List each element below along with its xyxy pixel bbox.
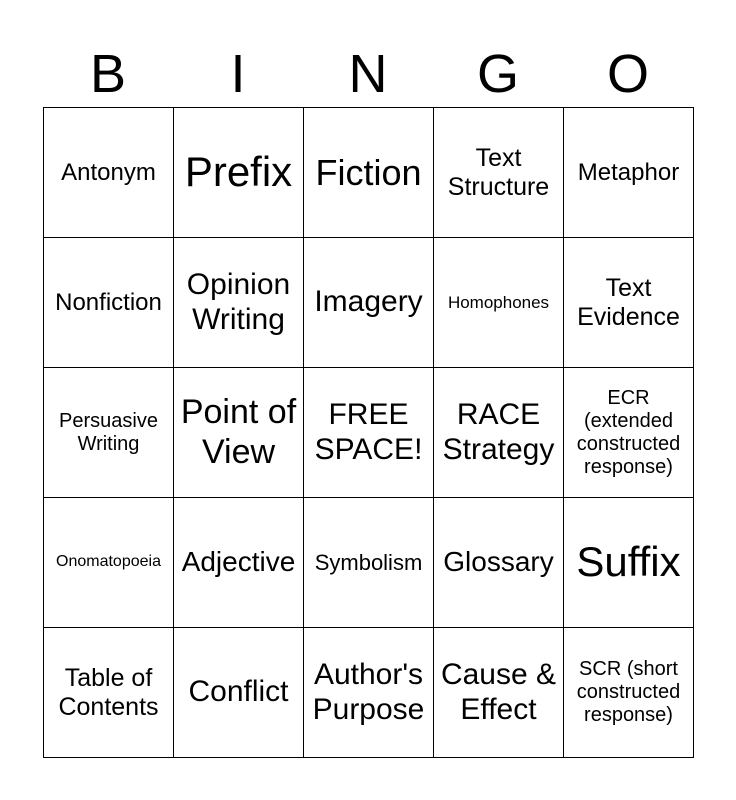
bingo-cell: Author's Purpose: [304, 628, 434, 758]
bingo-cell: Point of View: [174, 368, 304, 498]
grid-row: [44, 368, 694, 498]
bingo-cell: Fiction: [304, 108, 434, 238]
bingo-cell: Opinion Writing: [174, 238, 304, 368]
bingo-cell: Imagery: [304, 238, 434, 368]
bingo-cell: Nonfiction: [44, 238, 174, 368]
bingo-cell: ECR (extended constructed response): [564, 368, 694, 498]
header-letter-o: O: [606, 44, 649, 104]
bingo-header: [43, 40, 693, 108]
header-letter-g: G: [476, 44, 519, 104]
bingo-cell: Glossary: [434, 498, 564, 628]
bingo-cell: Homophones: [434, 238, 564, 368]
bingo-cell: Prefix: [174, 108, 304, 238]
bingo-cell: Symbolism: [304, 498, 434, 628]
bingo-cell: Suffix: [564, 498, 694, 628]
bingo-cell: Adjective: [174, 498, 304, 628]
header-letter-n: N: [348, 44, 388, 104]
bingo-cell: Text Structure: [434, 108, 564, 238]
bingo-cell: Onomatopoeia: [44, 498, 174, 628]
grid-row: [44, 498, 694, 628]
bingo-cell: Metaphor: [564, 108, 694, 238]
bingo-cell: SCR (short constructed response): [564, 628, 694, 758]
grid-row: [44, 628, 694, 758]
bingo-cell: RACE Strategy: [434, 368, 564, 498]
bingo-grid: [43, 107, 694, 758]
bingo-cell: Conflict: [174, 628, 304, 758]
bingo-cell: Cause & Effect: [434, 628, 564, 758]
grid-row: [44, 238, 694, 368]
header-letter-i: I: [230, 44, 246, 104]
grid-row: [44, 108, 694, 238]
bingo-cell free-space: FREE SPACE!: [304, 368, 434, 498]
bingo-cell: Table of Contents: [44, 628, 174, 758]
header-letter-b: B: [89, 44, 127, 104]
bingo-cell: Persuasive Writing: [44, 368, 174, 498]
bingo-cell: Antonym: [44, 108, 174, 238]
bingo-cell: Text Evidence: [564, 238, 694, 368]
